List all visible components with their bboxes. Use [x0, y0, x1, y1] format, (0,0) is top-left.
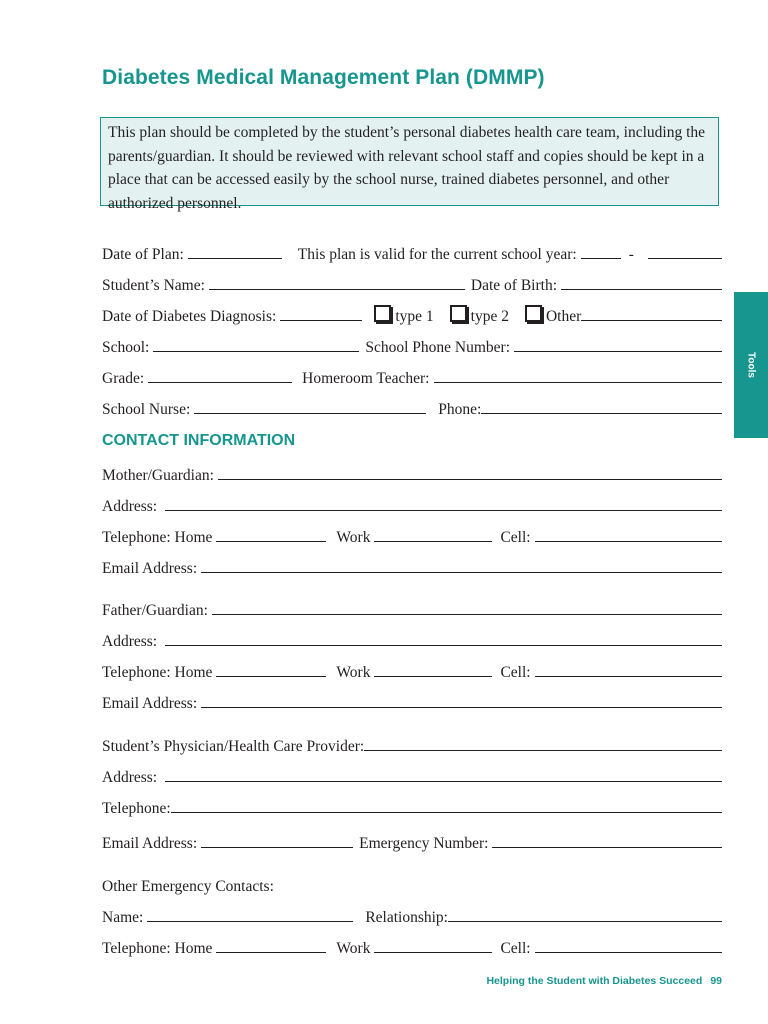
emergency-name-field[interactable] [147, 920, 353, 922]
mother-cell-field[interactable] [535, 540, 722, 542]
father-guardian-field[interactable] [212, 613, 722, 615]
mother-work-field[interactable] [374, 540, 492, 542]
father-work-field[interactable] [374, 675, 492, 677]
physician-telephone-field[interactable] [171, 811, 722, 813]
grade-field[interactable] [148, 381, 292, 383]
type2-checkbox[interactable] [450, 305, 467, 322]
date-of-plan-label: Date of Plan: [102, 246, 184, 263]
type2-label: type 2 [470, 308, 509, 325]
father-email-field[interactable] [201, 706, 722, 708]
valid-year-label: This plan is valid for the current school year: [297, 246, 577, 263]
row-mother-address [102, 492, 722, 516]
physician-field[interactable] [364, 749, 722, 751]
tools-side-tab [734, 292, 768, 438]
physician-email-field[interactable] [201, 846, 353, 848]
school-nurse-field[interactable] [194, 412, 426, 414]
type1-checkbox[interactable] [374, 305, 391, 322]
type1-label: type 1 [395, 308, 434, 325]
father-guardian-label: Father/Guardian: [102, 602, 208, 619]
physician-telephone-label: Telephone: [102, 800, 171, 817]
mother-cell-label: Cell: [500, 529, 531, 546]
page-number: 99 [710, 975, 722, 987]
students-name-field[interactable] [209, 288, 465, 290]
mother-telephone-home-field[interactable] [216, 540, 326, 542]
school-phone-label: School Phone Number: [365, 339, 511, 356]
mother-address-label: Address: [102, 498, 158, 515]
year-start-field[interactable] [581, 257, 621, 259]
row-other-emergency [102, 872, 722, 896]
emergency-telephone-home-field[interactable] [216, 951, 326, 953]
row-mother-guardian [102, 461, 722, 485]
row-grade [102, 364, 722, 388]
row-father-telephone [102, 658, 722, 682]
emergency-cell-field[interactable] [535, 951, 722, 953]
row-school [102, 333, 722, 357]
tools-side-tab-label: Tools [745, 352, 757, 378]
row-diagnosis [102, 302, 722, 326]
homeroom-teacher-label: Homeroom Teacher: [302, 370, 430, 387]
contact-information-heading: CONTACT INFORMATION [102, 432, 296, 449]
emergency-cell-label: Cell: [500, 940, 531, 957]
date-of-birth-field[interactable] [561, 288, 722, 290]
row-school-nurse [102, 395, 722, 419]
emergency-name-label: Name: [102, 909, 144, 926]
physician-label: Student’s Physician/Health Care Provider: [102, 738, 365, 755]
row-physician-address [102, 763, 722, 787]
other-checkbox[interactable] [525, 305, 542, 322]
other-field[interactable] [581, 319, 722, 321]
page-title: Diabetes Medical Management Plan (DMMP) [102, 66, 545, 89]
father-cell-field[interactable] [535, 675, 722, 677]
emergency-telephone-home-label: Telephone: Home [102, 940, 213, 957]
row-emergency-name [102, 903, 722, 927]
row-father-email [102, 689, 722, 713]
father-address-label: Address: [102, 633, 158, 650]
row-physician-telephone [102, 794, 722, 818]
intro-box: This plan should be completed by the student’s personal diabetes health care team, including the parents/guardian. It should be reviewed with relevant school staff and copies should be kept in a place that can be accessed easily by the school nurse, trained diabetes personnel, and other authorized personnel. [100, 117, 719, 206]
row-mother-telephone [102, 523, 722, 547]
row-date-of-plan [102, 240, 722, 264]
homeroom-teacher-field[interactable] [434, 381, 723, 383]
mother-guardian-field[interactable] [218, 478, 722, 480]
year-dash: - [628, 246, 634, 263]
page-footer [486, 975, 722, 987]
relationship-field[interactable] [448, 920, 722, 922]
school-label: School: [102, 339, 150, 356]
physician-email-label: Email Address: [102, 835, 198, 852]
row-emergency-telephone [102, 934, 722, 958]
father-address-field[interactable] [165, 644, 722, 646]
footer-text: Helping the Student with Diabetes Succeed [486, 975, 703, 987]
school-nurse-label: School Nurse: [102, 401, 191, 418]
physician-address-field[interactable] [165, 780, 722, 782]
mother-guardian-label: Mother/Guardian: [102, 467, 214, 484]
mother-email-label: Email Address: [102, 560, 198, 577]
students-name-label: Student’s Name: [102, 277, 205, 294]
emergency-work-field[interactable] [374, 951, 492, 953]
emergency-work-label: Work [336, 940, 371, 957]
father-email-label: Email Address: [102, 695, 198, 712]
date-of-diagnosis-label: Date of Diabetes Diagnosis: [102, 308, 277, 325]
date-of-plan-field[interactable] [188, 257, 282, 259]
school-field[interactable] [153, 350, 359, 352]
mother-email-field[interactable] [201, 571, 722, 573]
father-work-label: Work [336, 664, 371, 681]
father-telephone-home-label: Telephone: Home [102, 664, 213, 681]
father-telephone-home-field[interactable] [216, 675, 326, 677]
mother-work-label: Work [336, 529, 371, 546]
row-physician [102, 732, 722, 756]
grade-label: Grade: [102, 370, 145, 387]
year-end-field[interactable] [648, 257, 722, 259]
row-students-name [102, 271, 722, 295]
mother-telephone-home-label: Telephone: Home [102, 529, 213, 546]
phone-label: Phone: [438, 401, 482, 418]
date-of-diagnosis-field[interactable] [280, 319, 362, 321]
emergency-number-field[interactable] [492, 846, 722, 848]
school-phone-field[interactable] [514, 350, 722, 352]
mother-address-field[interactable] [165, 509, 722, 511]
physician-address-label: Address: [102, 769, 158, 786]
phone-field[interactable] [481, 412, 722, 414]
emergency-number-label: Emergency Number: [359, 835, 489, 852]
row-father-guardian [102, 596, 722, 620]
row-mother-email [102, 554, 722, 578]
date-of-birth-label: Date of Birth: [470, 277, 557, 294]
row-father-address [102, 627, 722, 651]
other-emergency-label: Other Emergency Contacts: [102, 878, 274, 895]
father-cell-label: Cell: [500, 664, 531, 681]
relationship-label: Relationship: [365, 909, 448, 926]
other-label: Other [545, 308, 582, 325]
row-physician-email [102, 829, 722, 853]
